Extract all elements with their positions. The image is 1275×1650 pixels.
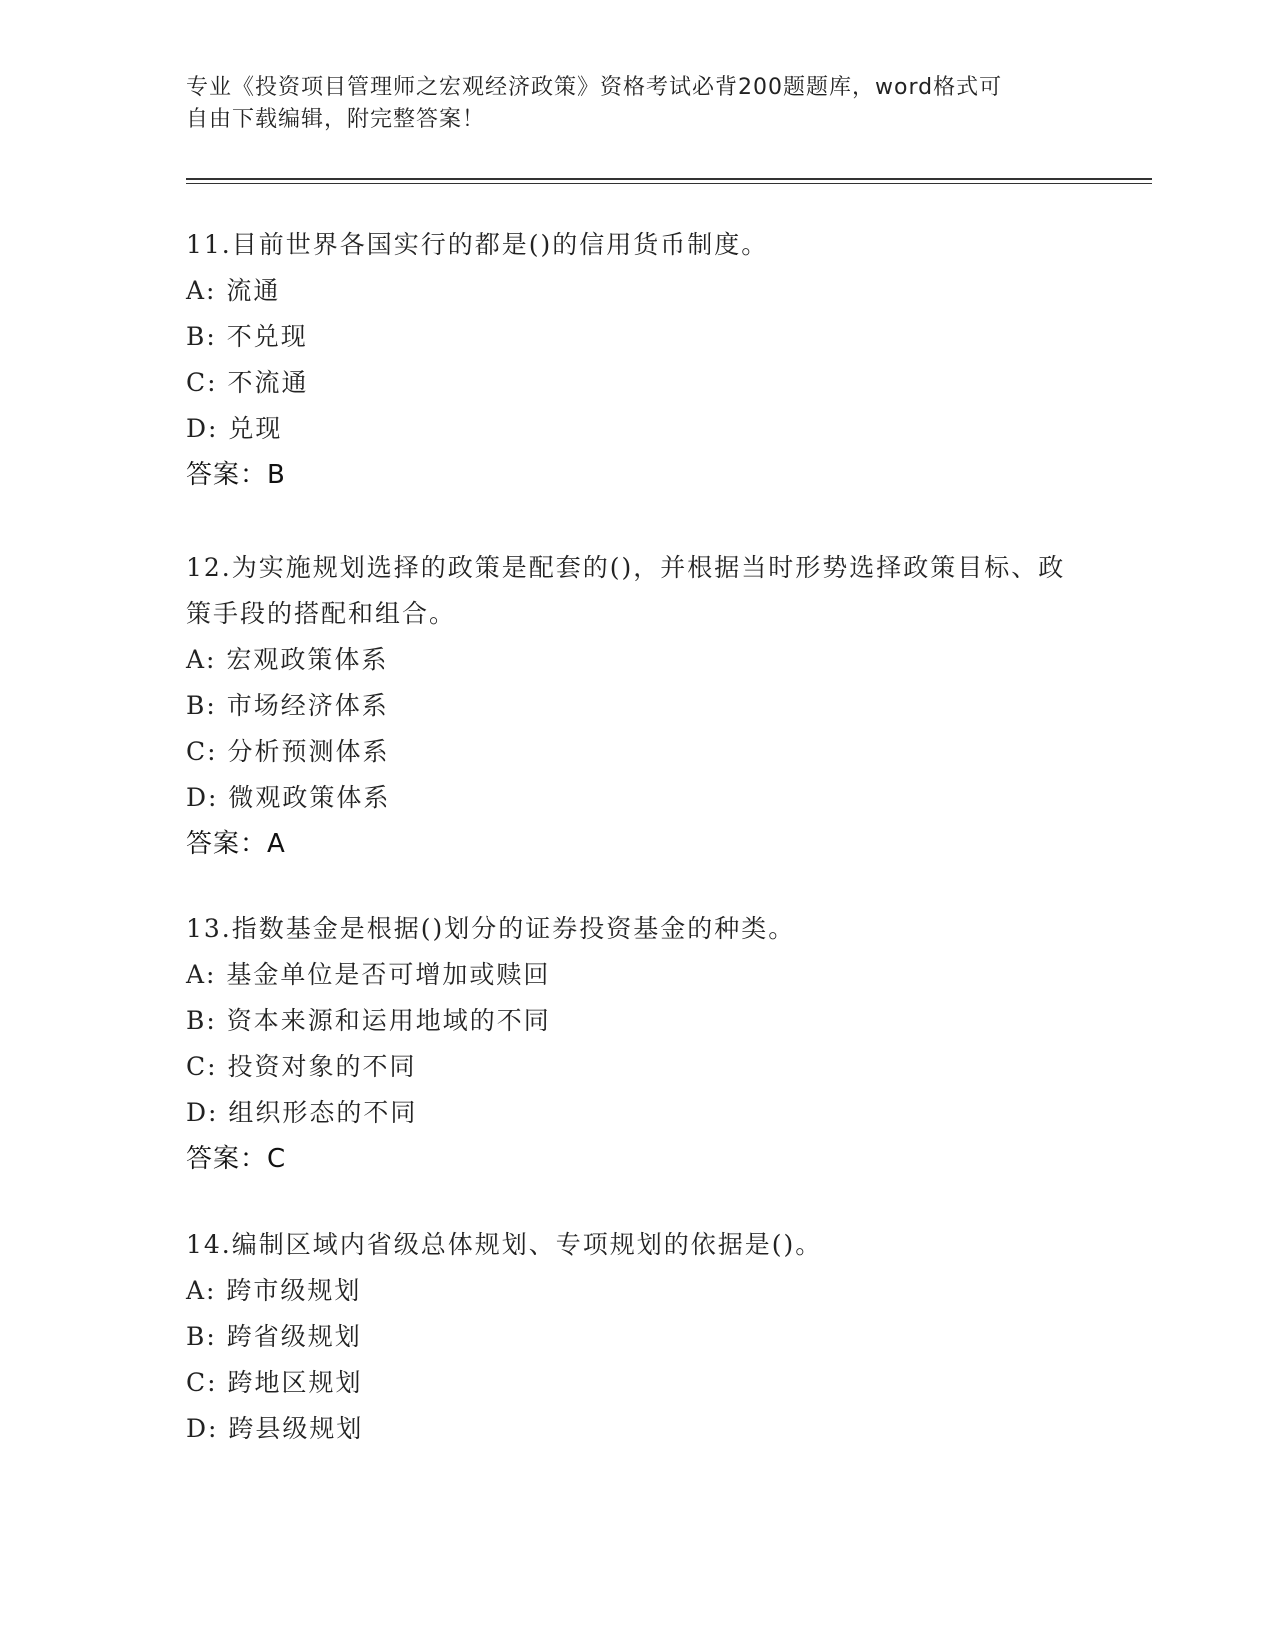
header-title-line-2: 自由下载编辑，附完整答案！	[186, 107, 486, 132]
option-d: D: 兑现	[186, 414, 283, 443]
answer-label: 答案：B	[186, 460, 286, 490]
option-c: C: 不流通	[186, 368, 309, 397]
answer-label: 答案：A	[186, 829, 286, 859]
option-d: D: 跨县级规划	[186, 1414, 364, 1443]
question-stem: 11.目前世界各国实行的都是()的信用货币制度。	[186, 230, 769, 259]
question-stem: 12.为实施规划选择的政策是配套的()，并根据当时形势选择政策目标、政策手段的搭配和组合。	[186, 553, 1066, 628]
question-14	[186, 1222, 1086, 1452]
option-a: A: 宏观政策体系	[186, 645, 389, 674]
option-a: A: 跨市级规划	[186, 1276, 362, 1305]
option-c: C: 跨地区规划	[186, 1368, 363, 1397]
option-c: C: 投资对象的不同	[186, 1052, 417, 1081]
answer-label: 答案：C	[186, 1144, 287, 1174]
question-13	[186, 906, 1086, 1182]
option-b: B: 跨省级规划	[186, 1322, 362, 1351]
option-c: C: 分析预测体系	[186, 737, 390, 766]
option-b: B: 不兑现	[186, 322, 308, 351]
question-12	[186, 545, 1086, 867]
option-d: D: 微观政策体系	[186, 783, 391, 812]
option-b: B: 市场经济体系	[186, 691, 389, 720]
option-b: B: 资本来源和运用地域的不同	[186, 1006, 551, 1035]
question-stem: 13.指数基金是根据()划分的证券投资基金的种类。	[186, 914, 796, 943]
option-a: A: 流通	[186, 276, 281, 305]
question-11	[186, 222, 1086, 498]
option-a: A: 基金单位是否可增加或赎回	[186, 960, 551, 989]
header-title-line-1: 专业《投资项目管理师之宏观经济政策》资格考试必背200题题库，word格式可	[186, 75, 1003, 100]
header-divider-thick	[186, 178, 1152, 180]
document-header	[186, 72, 1066, 136]
option-d: D: 组织形态的不同	[186, 1098, 418, 1127]
question-stem: 14.编制区域内省级总体规划、专项规划的依据是()。	[186, 1230, 823, 1259]
header-divider-thin	[186, 183, 1152, 184]
